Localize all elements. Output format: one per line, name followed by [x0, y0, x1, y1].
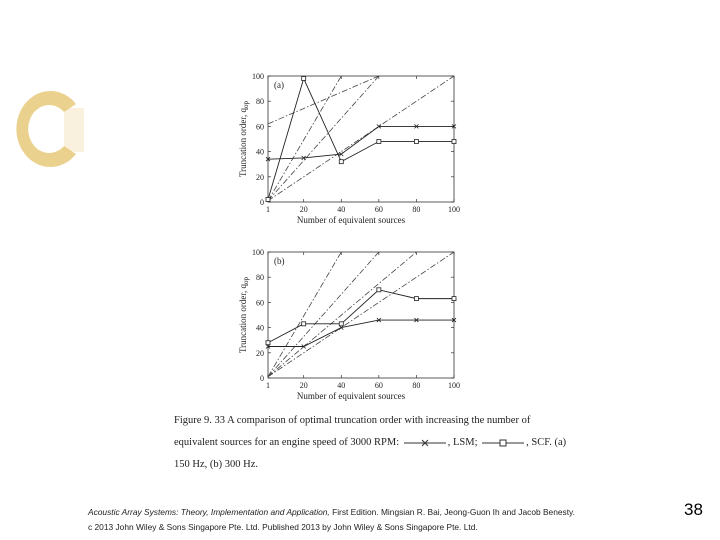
caption-line-2 — [174, 432, 567, 454]
scf-point — [302, 322, 306, 326]
chart-b-y-tick: 0 — [260, 374, 264, 383]
reference-line — [268, 252, 379, 377]
chart-b-panel-label: (b) — [274, 256, 285, 266]
chart-a-x-tick: 100 — [448, 205, 460, 214]
chart-a-y-axis-label — [238, 100, 250, 177]
chart-panel-a — [226, 68, 474, 228]
chart-b-frame — [268, 252, 454, 378]
reference-line — [268, 252, 341, 377]
decorative-c-logo — [14, 84, 84, 174]
chart-a-reference-lines — [268, 76, 454, 201]
citation-book-title: Acoustic Array Systems: Theory, Implementation and Application, — [88, 507, 330, 517]
chart-b-series — [266, 288, 456, 349]
chart-a-panel-label: (a) — [274, 80, 284, 90]
chart-panel-b — [226, 244, 474, 404]
legend-scf-line-icon — [480, 438, 526, 448]
legend-scf-label: , SCF. (a) — [526, 437, 567, 448]
chart-b-y-tick: 100 — [252, 248, 264, 257]
chart-b-y-tick-labels — [252, 248, 264, 383]
chart-a-x-tick: 60 — [374, 205, 383, 214]
chart-b-y-tick: 40 — [256, 323, 264, 333]
chart-b-x-tick: 40 — [337, 381, 346, 390]
scf-point — [452, 140, 456, 144]
chart-b-y-tick: 20 — [256, 348, 264, 358]
reference-line — [268, 252, 454, 377]
chart-a-x-tick: 80 — [412, 205, 421, 214]
chart-a-x-axis-label: Number of equivalent sources — [296, 215, 406, 225]
chart-a-frame — [268, 76, 454, 202]
chart-a-y-tick: 0 — [260, 198, 264, 207]
chart-b-y-tick: 80 — [256, 273, 264, 283]
reference-line — [268, 76, 454, 201]
chart-a-y-tick: 40 — [256, 147, 264, 157]
chart-a-x-tick: 40 — [337, 205, 346, 214]
chart-b-x-tick: 100 — [448, 381, 460, 390]
chart-a-svg — [226, 68, 474, 228]
chart-b-svg — [226, 244, 474, 404]
scf-point — [302, 77, 306, 81]
chart-a-y-tick: 60 — [256, 122, 264, 132]
chart-b-x-tick: 1 — [266, 381, 270, 390]
citation-copyright: c 2013 John Wiley & Sons Singapore Pte. Ltd. Published 2013 by John Wiley & Sons Singapore Pte. Ltd. — [88, 522, 478, 532]
reference-line — [268, 76, 379, 124]
citation-line-1 — [88, 505, 678, 520]
legend-lsm-label: , LSM; — [447, 437, 478, 448]
plot-frame — [268, 76, 454, 202]
chart-b-x-tick: 60 — [374, 381, 383, 390]
legend-lsm-line-icon — [402, 438, 448, 448]
series-line-scf — [268, 290, 454, 343]
slide-number: 38 — [684, 500, 703, 519]
chart-b-y-axis-label-text: Truncation order, q — [238, 283, 248, 354]
chart-b-y-tick: 60 — [256, 298, 264, 308]
citation-footer — [88, 505, 678, 535]
chart-a-y-tick: 100 — [252, 72, 264, 81]
scf-point — [452, 297, 456, 301]
chart-a-ticks — [268, 76, 454, 202]
series-line-lsm — [268, 320, 454, 346]
chart-b-x-tick: 80 — [412, 381, 421, 390]
chart-a-x-tick: 20 — [299, 205, 308, 214]
chart-b-x-tick-labels — [266, 381, 460, 390]
caption-line-2-text: equivalent sources for an engine speed of 3000 RPM: — [174, 437, 400, 448]
scf-point — [377, 140, 381, 144]
chart-b-y-axis-label — [238, 276, 250, 353]
citation-authors: First Edition. Mingsian R. Bai, Jeong-Guon Ih and Jacob Benesty. — [329, 507, 575, 517]
caption-line-1: Figure 9. 33 A comparison of optimal truncation order with increasing the number of — [174, 415, 531, 426]
chart-a-y-axis-label-text: Truncation order, q — [238, 107, 248, 178]
chart-b-y-axis-label-sub: op — [242, 276, 250, 284]
chart-b-reference-lines — [268, 252, 454, 377]
scf-point — [266, 197, 270, 201]
figure-caption — [174, 410, 567, 476]
chart-a-y-tick: 80 — [256, 97, 264, 107]
chart-a-x-tick-labels — [266, 205, 460, 214]
scf-point — [414, 297, 418, 301]
reference-line — [268, 252, 416, 377]
chart-a-y-axis-label-sub: op — [242, 100, 250, 108]
scf-point — [377, 288, 381, 292]
scf-point — [339, 160, 343, 164]
plot-frame — [268, 252, 454, 378]
chart-a-y-tick-labels — [252, 72, 264, 207]
chart-b-x-axis-label: Number of equivalent sources — [296, 391, 406, 401]
chart-b-x-tick: 20 — [299, 381, 308, 390]
caption-line-3: 150 Hz, (b) 300 Hz. — [174, 459, 258, 470]
series-line-lsm — [268, 126, 454, 159]
scf-point — [414, 140, 418, 144]
chart-a-y-tick: 20 — [256, 172, 264, 182]
scf-point — [266, 341, 270, 345]
chart-b-ticks — [268, 252, 454, 378]
chart-a-x-tick: 1 — [266, 205, 270, 214]
scf-point — [339, 322, 343, 326]
